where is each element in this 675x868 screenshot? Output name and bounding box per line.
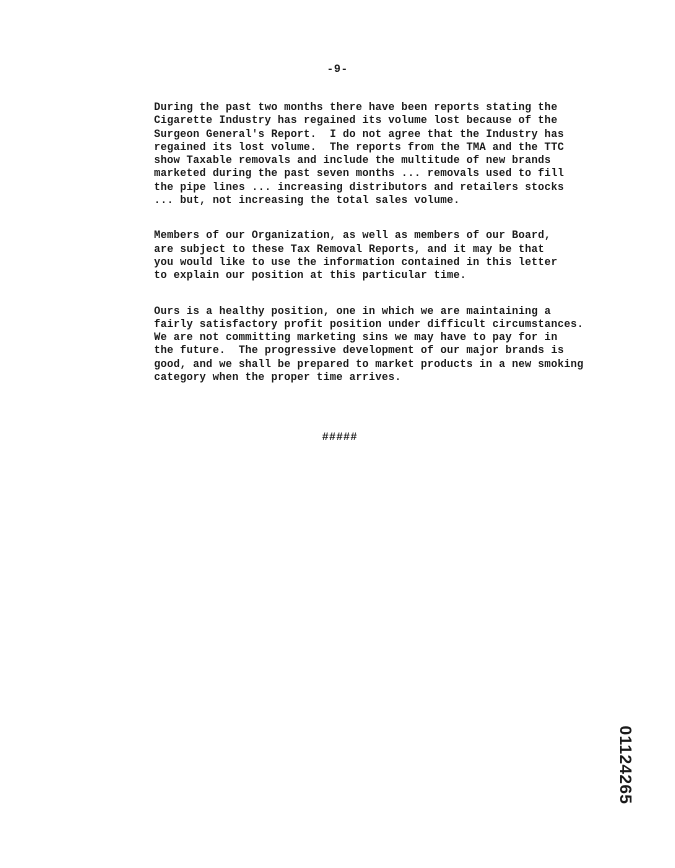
text-line: the pipe lines ... increasing distributors and retailers stocks bbox=[154, 181, 564, 194]
text-line: Cigarette Industry has regained its volume lost because of the bbox=[154, 115, 558, 128]
text-line: regained its lost volume. The reports from the TMA and the TTC bbox=[154, 141, 564, 154]
text-line: to explain our position at this particular time. bbox=[154, 270, 467, 283]
end-of-letter-mark: ##### bbox=[322, 432, 358, 444]
text-line: you would like to use the information contained in this letter bbox=[154, 256, 558, 269]
text-line: show Taxable removals and include the multitude of new brands bbox=[154, 155, 551, 168]
text-line: marketed during the past seven months ... removals used to fill bbox=[154, 168, 564, 181]
text-line: Members of our Organization, as well as members of our Board, bbox=[154, 230, 551, 243]
text-line: fairly satisfactory profit position under difficult circumstances. bbox=[154, 318, 584, 331]
text-line: ... but, not increasing the total sales volume. bbox=[154, 195, 460, 208]
page-number: -9- bbox=[326, 64, 349, 76]
text-line: are subject to these Tax Removal Reports, and it may be that bbox=[154, 243, 545, 256]
text-line: During the past two months there have been reports stating the bbox=[154, 102, 558, 114]
text-line: the future. The progressive development of our major brands is bbox=[154, 345, 564, 358]
letter-body bbox=[154, 102, 604, 407]
paragraph-industry-volume bbox=[154, 102, 604, 208]
document-id-text: 01124265 bbox=[616, 725, 635, 805]
text-line: good, and we shall be prepared to market products in a new smoking bbox=[154, 358, 584, 371]
paragraph-healthy-position bbox=[154, 306, 604, 386]
text-line: Ours is a healthy position, one in which we are maintaining a bbox=[154, 305, 551, 318]
text-line: Surgeon General's Report. I do not agree that the Industry has bbox=[154, 128, 564, 141]
text-line: category when the proper time arrives. bbox=[154, 372, 402, 385]
paragraph-tax-removal-reports bbox=[154, 230, 604, 283]
text-line: We are not committing marketing sins we may have to pay for in bbox=[154, 332, 558, 345]
document-id-stamp bbox=[610, 720, 640, 810]
